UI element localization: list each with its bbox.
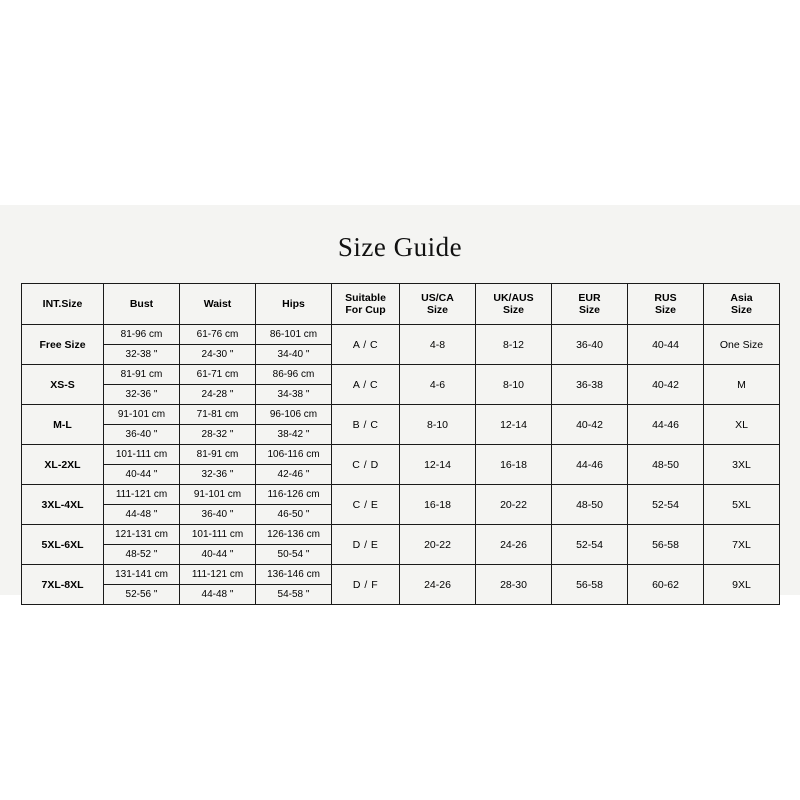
table-row	[22, 485, 780, 525]
column-header-rus	[628, 284, 704, 325]
cell-int-size: XS-S	[22, 365, 104, 405]
column-header-us-ca-line2: Size	[426, 304, 448, 316]
column-header-cup	[332, 284, 400, 325]
cell-eur: 44-46	[552, 445, 628, 485]
cell-bust-cm: 91-101 cm	[104, 405, 179, 425]
cell-bust	[104, 365, 180, 405]
cell-rus: 40-42	[628, 365, 704, 405]
cell-hips-cm: 116-126 cm	[256, 485, 331, 505]
column-header-eur	[552, 284, 628, 325]
cell-waist-cm: 91-101 cm	[180, 485, 255, 505]
cell-waist-inch: 36-40 "	[201, 509, 234, 520]
cell-waist-inch: 24-28 "	[201, 389, 234, 400]
cell-bust-inch: 48-52 "	[125, 549, 158, 560]
cell-hips-inch: 34-40 "	[277, 349, 310, 360]
cell-waist	[180, 365, 256, 405]
cell-uk-aus: 12-14	[476, 405, 552, 445]
cell-eur: 52-54	[552, 525, 628, 565]
cell-eur: 56-58	[552, 565, 628, 605]
cell-hips	[256, 485, 332, 525]
cell-waist-cm: 61-71 cm	[180, 365, 255, 385]
cell-hips	[256, 565, 332, 605]
table-row	[22, 565, 780, 605]
column-header-bust	[104, 284, 180, 325]
cell-bust	[104, 525, 180, 565]
cell-hips-inch: 50-54 "	[277, 549, 310, 560]
column-header-int-size	[22, 284, 104, 325]
cell-cup: C / E	[332, 485, 400, 525]
cell-asia: 3XL	[704, 445, 780, 485]
cell-uk-aus: 8-12	[476, 325, 552, 365]
cell-asia: 9XL	[704, 565, 780, 605]
cell-waist-inch: 32-36 "	[201, 469, 234, 480]
cell-rus: 52-54	[628, 485, 704, 525]
cell-uk-aus: 28-30	[476, 565, 552, 605]
column-header-uk-aus-line1: UK/AUS	[493, 291, 534, 304]
cell-waist	[180, 405, 256, 445]
column-header-int-size-line1: INT.Size	[42, 297, 83, 310]
cell-rus: 60-62	[628, 565, 704, 605]
cell-hips	[256, 365, 332, 405]
cell-eur: 36-40	[552, 325, 628, 365]
table-row	[22, 405, 780, 445]
column-header-uk-aus-line2: Size	[502, 304, 524, 316]
column-header-rus-line1: RUS	[654, 291, 677, 304]
cell-waist	[180, 325, 256, 365]
cell-int-size: XL-2XL	[22, 445, 104, 485]
cell-hips-inch: 38-42 "	[277, 429, 310, 440]
cell-bust	[104, 445, 180, 485]
cell-bust-cm: 131-141 cm	[104, 565, 179, 585]
cell-us-ca: 4-8	[400, 325, 476, 365]
cell-waist-cm: 71-81 cm	[180, 405, 255, 425]
cell-rus: 40-44	[628, 325, 704, 365]
cell-int-size: 3XL-4XL	[22, 485, 104, 525]
cell-us-ca: 4-6	[400, 365, 476, 405]
cell-cup: B / C	[332, 405, 400, 445]
column-header-rus-line2: Size	[654, 304, 676, 316]
cell-hips-cm: 136-146 cm	[256, 565, 331, 585]
column-header-uk-aus	[476, 284, 552, 325]
cell-waist	[180, 485, 256, 525]
table-row	[22, 525, 780, 565]
cell-hips-cm: 96-106 cm	[256, 405, 331, 425]
cell-hips	[256, 325, 332, 365]
column-header-bust-line1: Bust	[129, 297, 154, 310]
cell-bust-cm: 111-121 cm	[104, 485, 179, 505]
cell-bust-inch: 36-40 "	[125, 429, 158, 440]
cell-cup: D / F	[332, 565, 400, 605]
cell-bust	[104, 485, 180, 525]
cell-uk-aus: 8-10	[476, 365, 552, 405]
cell-bust	[104, 565, 180, 605]
cell-int-size: 7XL-8XL	[22, 565, 104, 605]
cell-bust-inch: 32-38 "	[125, 349, 158, 360]
size-guide-table	[21, 283, 780, 605]
cell-int-size: Free Size	[22, 325, 104, 365]
cell-hips-cm: 126-136 cm	[256, 525, 331, 545]
column-header-asia-line2: Size	[730, 304, 752, 316]
size-guide-table-container	[21, 283, 779, 605]
column-header-waist-line1: Waist	[203, 297, 232, 310]
cell-asia: XL	[704, 405, 780, 445]
cell-asia: 7XL	[704, 525, 780, 565]
table-body	[22, 325, 780, 605]
table-row	[22, 325, 780, 365]
cell-waist-cm: 101-111 cm	[180, 525, 255, 545]
cell-waist-inch: 28-32 "	[201, 429, 234, 440]
table-header-row	[22, 284, 780, 325]
cell-bust-inch: 44-48 "	[125, 509, 158, 520]
table-header	[22, 284, 780, 325]
column-header-waist	[180, 284, 256, 325]
cell-eur: 48-50	[552, 485, 628, 525]
cell-bust	[104, 325, 180, 365]
column-header-us-ca-line1: US/CA	[421, 291, 454, 304]
cell-us-ca: 8-10	[400, 405, 476, 445]
page-title: Size Guide	[337, 232, 463, 262]
cell-us-ca: 12-14	[400, 445, 476, 485]
cell-hips-inch: 42-46 "	[277, 469, 310, 480]
cell-bust-inch: 52-56 "	[125, 589, 158, 600]
cell-int-size: 5XL-6XL	[22, 525, 104, 565]
cell-int-size: M-L	[22, 405, 104, 445]
column-header-eur-line2: Size	[578, 304, 600, 316]
cell-hips-inch: 54-58 "	[277, 589, 310, 600]
cell-cup: A / C	[332, 365, 400, 405]
cell-waist-cm: 111-121 cm	[180, 565, 255, 585]
cell-waist	[180, 445, 256, 485]
cell-hips-inch: 34-38 "	[277, 389, 310, 400]
cell-us-ca: 20-22	[400, 525, 476, 565]
cell-bust-cm: 81-96 cm	[104, 325, 179, 345]
cell-us-ca: 24-26	[400, 565, 476, 605]
column-header-us-ca	[400, 284, 476, 325]
cell-bust-inch: 40-44 "	[125, 469, 158, 480]
cell-hips	[256, 445, 332, 485]
column-header-asia-line1: Asia	[730, 291, 753, 304]
cell-hips-cm: 106-116 cm	[256, 445, 331, 465]
column-header-cup-line1: Suitable	[345, 291, 386, 304]
cell-uk-aus: 16-18	[476, 445, 552, 485]
column-header-eur-line1: EUR	[578, 291, 601, 304]
table-row	[22, 445, 780, 485]
column-header-asia	[704, 284, 780, 325]
cell-cup: D / E	[332, 525, 400, 565]
cell-eur: 36-38	[552, 365, 628, 405]
cell-uk-aus: 24-26	[476, 525, 552, 565]
cell-us-ca: 16-18	[400, 485, 476, 525]
cell-waist-inch: 24-30 "	[201, 349, 234, 360]
cell-bust-cm: 81-91 cm	[104, 365, 179, 385]
cell-waist-inch: 40-44 "	[201, 549, 234, 560]
column-header-hips-line1: Hips	[282, 297, 305, 310]
cell-bust-inch: 32-36 "	[125, 389, 158, 400]
cell-rus: 44-46	[628, 405, 704, 445]
cell-rus: 56-58	[628, 525, 704, 565]
cell-asia: 5XL	[704, 485, 780, 525]
cell-cup: A / C	[332, 325, 400, 365]
cell-hips-cm: 86-101 cm	[256, 325, 331, 345]
cell-uk-aus: 20-22	[476, 485, 552, 525]
cell-asia: M	[704, 365, 780, 405]
cell-hips	[256, 405, 332, 445]
column-header-hips	[256, 284, 332, 325]
cell-bust	[104, 405, 180, 445]
cell-asia: One Size	[704, 325, 780, 365]
cell-bust-cm: 101-111 cm	[104, 445, 179, 465]
cell-waist	[180, 565, 256, 605]
cell-bust-cm: 121-131 cm	[104, 525, 179, 545]
cell-rus: 48-50	[628, 445, 704, 485]
column-header-cup-line2: For Cup	[345, 304, 386, 316]
cell-hips	[256, 525, 332, 565]
cell-waist-inch: 44-48 "	[201, 589, 234, 600]
table-row	[22, 365, 780, 405]
cell-hips-inch: 46-50 "	[277, 509, 310, 520]
cell-eur: 40-42	[552, 405, 628, 445]
cell-waist-cm: 61-76 cm	[180, 325, 255, 345]
cell-waist	[180, 525, 256, 565]
cell-waist-cm: 81-91 cm	[180, 445, 255, 465]
cell-hips-cm: 86-96 cm	[256, 365, 331, 385]
cell-cup: C / D	[332, 445, 400, 485]
